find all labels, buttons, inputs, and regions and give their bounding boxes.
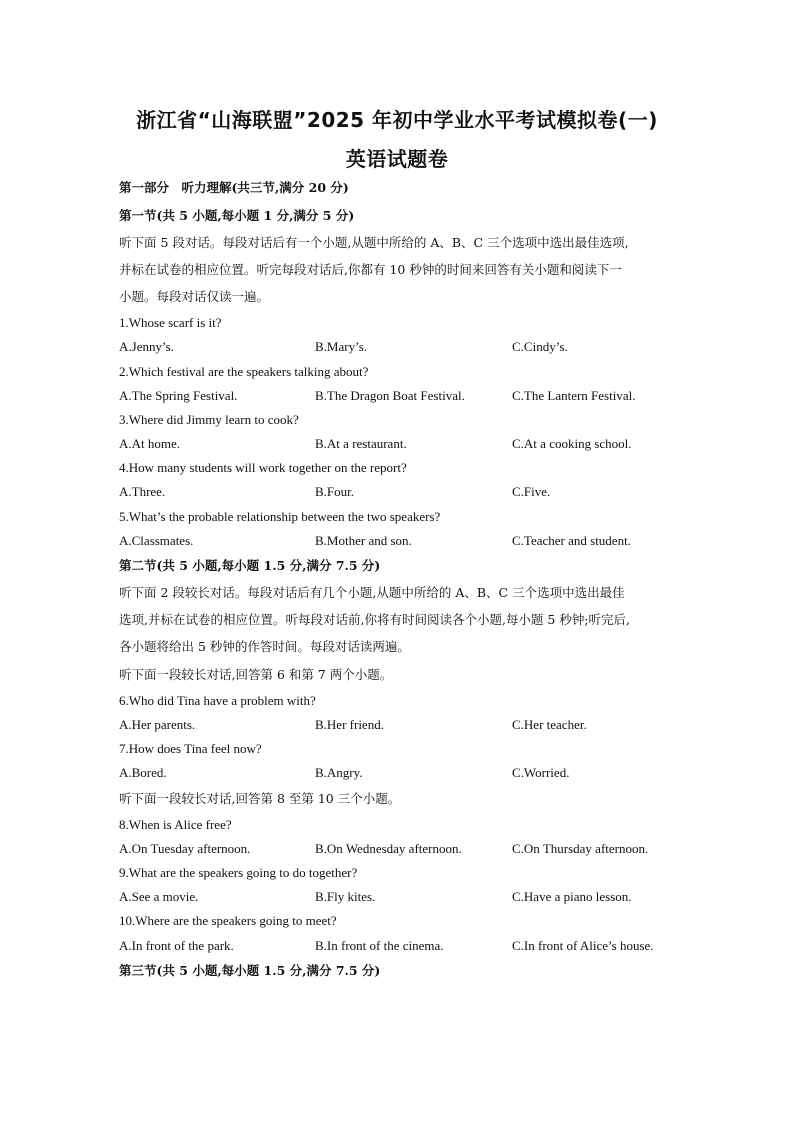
answer-options (119, 888, 719, 906)
option-a: A.Bored. (119, 765, 167, 780)
question-stem: 3.Where did Jimmy learn to cook? (119, 412, 299, 427)
section1-instruction-line: 小题。每段对话仅读一遍。 (119, 289, 270, 304)
option-a: A.On Tuesday afternoon. (119, 841, 251, 856)
section1-instruction-line: 并标在试卷的相应位置。听完每段对话后,你都有 10 秒钟的时间来回答有关小题和阅读下一 (119, 262, 622, 277)
option-a: A.Her parents. (119, 717, 196, 732)
option-b: B.At a restaurant. (315, 436, 407, 451)
option-b: B.Angry. (315, 765, 363, 780)
option-a: A.The Spring Festival. (119, 388, 238, 403)
question-stem: 7.How does Tina feel now? (119, 741, 262, 756)
option-b: B.On Wednesday afternoon. (315, 841, 462, 856)
question-stem: 4.How many students will work together on the report? (119, 460, 407, 475)
section2-instruction-line: 各小题将给出 5 秒钟的作答时间。每段对话读两遍。 (119, 639, 410, 654)
option-c: C.In front of Alice’s house. (512, 938, 654, 953)
option-a: A.Classmates. (119, 533, 194, 548)
part1-heading: 第一部分 听力理解(共三节,满分 20 分) (119, 180, 349, 195)
answer-options (119, 840, 719, 858)
option-b: B.The Dragon Boat Festival. (315, 388, 465, 403)
option-b: B.In front of the cinema. (315, 938, 444, 953)
option-c: C.Her teacher. (512, 717, 587, 732)
option-a: A.Jenny’s. (119, 339, 174, 354)
answer-options (119, 716, 719, 734)
option-b: B.Mother and son. (315, 533, 412, 548)
question-stem: 6.Who did Tina have a problem with? (119, 693, 316, 708)
option-a: A.Three. (119, 484, 166, 499)
section1-heading: 第一节(共 5 小题,每小题 1 分,满分 5 分) (119, 208, 355, 223)
section2-heading: 第二节(共 5 小题,每小题 1.5 分,满分 7.5 分) (119, 558, 381, 573)
question-stem: 1.Whose scarf is it? (119, 315, 222, 330)
section2-instruction-line: 选项,并标在试卷的相应位置。听每段对话前,你将有时间阅读各个小题,每小题 5 秒钟;听完后, (119, 612, 631, 627)
section3-heading: 第三节(共 5 小题,每小题 1.5 分,满分 7.5 分) (119, 963, 381, 978)
answer-options (119, 338, 719, 356)
dialogue-intro: 听下面一段较长对话,回答第 6 和第 7 两个小题。 (119, 667, 393, 682)
option-b: B.Mary’s. (315, 339, 367, 354)
option-c: C.Five. (512, 484, 551, 499)
question-stem: 5.What’s the probable relationship between the two speakers? (119, 509, 441, 524)
option-b: B.Four. (315, 484, 355, 499)
question-stem: 9.What are the speakers going to do together? (119, 865, 358, 880)
section2-instruction-line: 听下面 2 段较长对话。每段对话后有几个小题,从题中所给的 A、B、C 三个选项中选出最佳 (119, 585, 625, 600)
dialogue-intro: 听下面一段较长对话,回答第 8 至第 10 三个小题。 (119, 791, 401, 806)
option-b: B.Fly kites. (315, 889, 376, 904)
exam-title: 浙江省“山海联盟”2025 年初中学业水平考试模拟卷(一) (136, 108, 658, 132)
option-c: C.Worried. (512, 765, 570, 780)
option-c: C.At a cooking school. (512, 436, 632, 451)
option-c: C.Cindy’s. (512, 339, 568, 354)
question-stem: 2.Which festival are the speakers talking about? (119, 364, 369, 379)
answer-options (119, 387, 719, 405)
answer-options (119, 483, 719, 501)
option-c: C.Have a piano lesson. (512, 889, 632, 904)
question-stem: 8.When is Alice free? (119, 817, 232, 832)
option-a: A.At home. (119, 436, 181, 451)
section1-instruction-line: 听下面 5 段对话。每段对话后有一个小题,从题中所给的 A、B、C 三个选项中选出最佳选项, (119, 235, 629, 250)
answer-options (119, 764, 719, 782)
answer-options (119, 435, 719, 453)
option-c: C.The Lantern Festival. (512, 388, 636, 403)
option-a: A.See a movie. (119, 889, 199, 904)
answer-options (119, 937, 719, 955)
option-c: C.Teacher and student. (512, 533, 631, 548)
answer-options (119, 532, 719, 550)
option-a: A.In front of the park. (119, 938, 234, 953)
question-stem: 10.Where are the speakers going to meet? (119, 913, 337, 928)
exam-subtitle: 英语试题卷 (345, 147, 449, 171)
option-b: B.Her friend. (315, 717, 384, 732)
option-c: C.On Thursday afternoon. (512, 841, 649, 856)
